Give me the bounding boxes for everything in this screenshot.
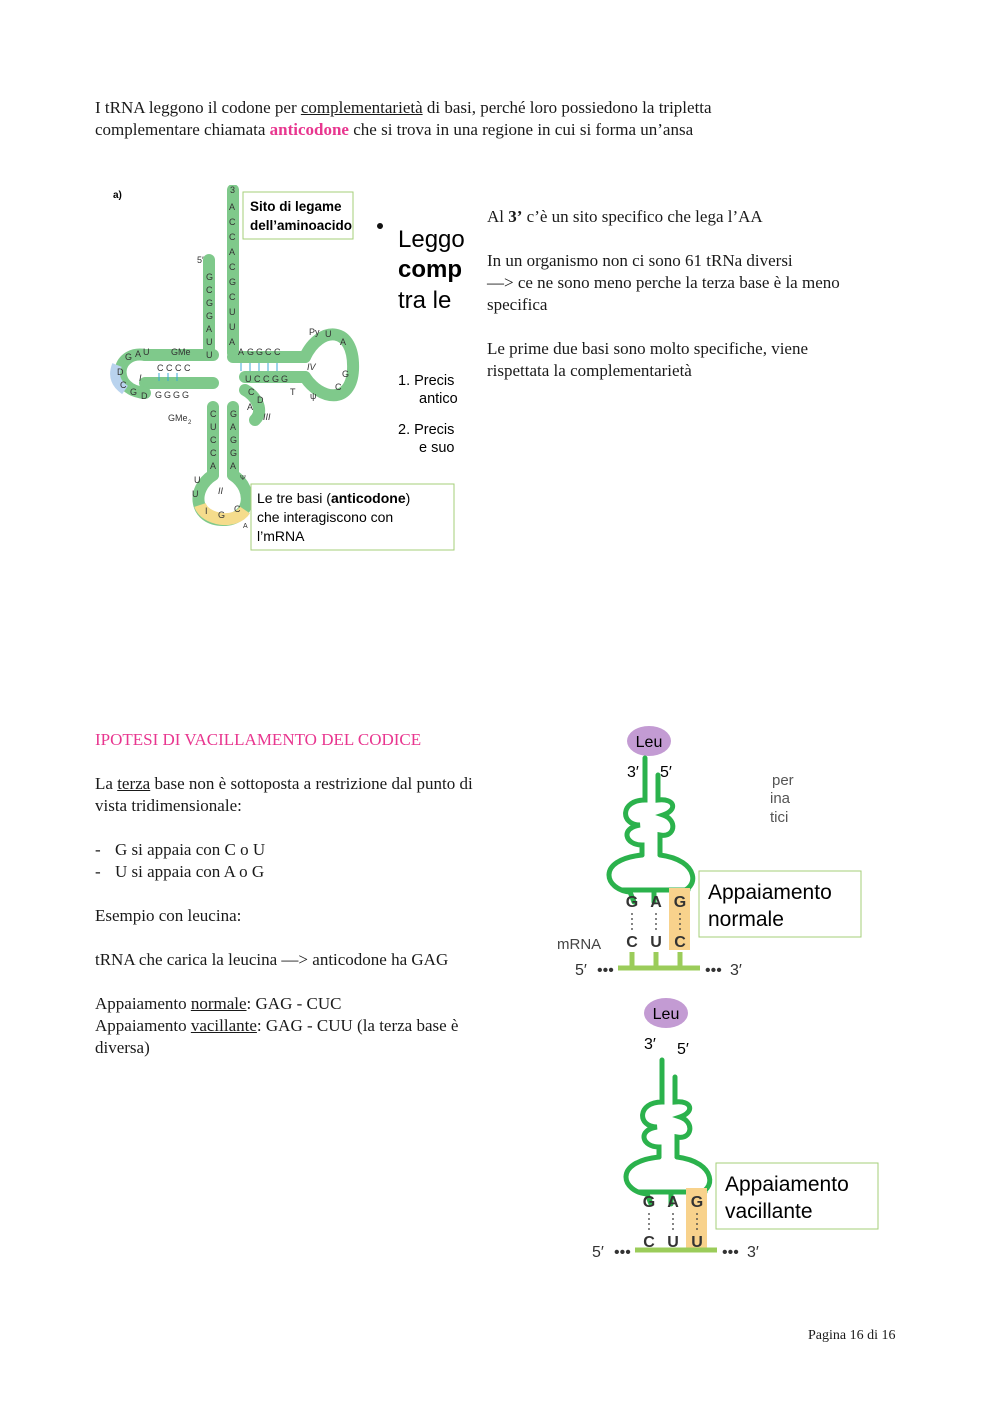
- section-p4: Appaiamento normale: GAG - CUC: [95, 994, 342, 1013]
- svg-text:G: G: [342, 369, 350, 379]
- svg-text:C: C: [206, 285, 213, 295]
- svg-text:U: U: [143, 347, 150, 357]
- svg-text:G: G: [281, 374, 289, 384]
- svg-text:D: D: [117, 367, 124, 377]
- codon-base: C: [626, 934, 638, 951]
- slide-item-1b: antico: [419, 391, 458, 407]
- bullet-item: - G si appaia con C o U: [95, 840, 266, 859]
- codon-base: C: [643, 1234, 655, 1251]
- mrna-strand: [618, 952, 700, 968]
- svg-text:D: D: [141, 391, 148, 401]
- section-p3: tRNA che carica la leucina —> anticodone ha GAG: [95, 950, 449, 969]
- svg-text:A: A: [229, 247, 236, 257]
- svg-text:U: U: [325, 329, 332, 339]
- codon-base: U: [650, 934, 662, 951]
- anticodon-base: G: [673, 894, 687, 911]
- svg-text:C: C: [229, 262, 236, 272]
- note-trna-count-3: specifica: [487, 295, 548, 314]
- svg-text:A: A: [135, 349, 142, 359]
- svg-text:•••: •••: [597, 962, 614, 979]
- svg-text:A: A: [340, 337, 347, 347]
- svg-text:C: C: [234, 504, 241, 514]
- anticodon-label-2: che interagiscono con: [257, 509, 394, 525]
- svg-text:U: U: [210, 422, 217, 432]
- svg-text:D: D: [257, 395, 264, 405]
- svg-text:G: G: [247, 347, 255, 357]
- svg-text:A: A: [230, 422, 237, 432]
- mrna-3: 3′: [730, 962, 742, 979]
- codon-base: U: [667, 1234, 679, 1251]
- svg-text:U: U: [229, 322, 236, 332]
- svg-text:A: A: [229, 202, 236, 212]
- svg-text:•••: •••: [614, 1244, 631, 1261]
- svg-text:C: C: [335, 382, 342, 392]
- note-first-bases-1: Le prime due basi sono molto specifiche, viene: [487, 339, 809, 358]
- anticodon-base: G: [625, 894, 639, 911]
- svg-text:G: G: [230, 409, 238, 419]
- section-p1: La terza base non è sottoposta a restrizione dal punto di: [95, 774, 473, 793]
- svg-text:U: U: [206, 350, 213, 360]
- svg-text:T: T: [290, 387, 296, 397]
- note-3prime: Al 3’ c’è un sito specifico che lega l’AA: [487, 207, 763, 226]
- svg-text:GMe: GMe: [171, 347, 191, 357]
- svg-text:U: U: [194, 475, 201, 485]
- svg-text:A: A: [210, 461, 217, 471]
- svg-text:G: G: [272, 374, 280, 384]
- svg-text:5′: 5′: [197, 255, 204, 265]
- svg-text:C: C: [166, 363, 173, 373]
- svg-text:C: C: [184, 363, 191, 373]
- svg-text:2: 2: [188, 420, 192, 426]
- leu-label: Leu: [652, 1006, 680, 1023]
- slide-item-2b: e suo: [419, 440, 455, 456]
- svg-text:G: G: [206, 298, 214, 308]
- svg-text:C: C: [210, 448, 217, 458]
- anticodon-base: G: [690, 1194, 704, 1211]
- svg-text:Py: Py: [309, 327, 320, 337]
- wobble-box-2: vacillante: [725, 1200, 813, 1223]
- cut-text: per: [772, 772, 794, 789]
- svg-text:ψ: ψ: [310, 391, 317, 401]
- svg-text:IV: IV: [307, 362, 316, 372]
- svg-text:U: U: [229, 307, 236, 317]
- svg-text:A: A: [247, 402, 254, 412]
- anticodon-label-1: Le tre basi (anticodone): [257, 490, 411, 506]
- svg-text:G: G: [182, 390, 190, 400]
- svg-text:A: A: [238, 347, 245, 357]
- wobble-section: [95, 729, 535, 1059]
- svg-text:G: G: [173, 390, 181, 400]
- mrna-label: mRNA: [557, 936, 602, 953]
- end-3-label: 3′: [627, 764, 639, 781]
- codon-base: U: [691, 1234, 703, 1251]
- svg-text:GMe: GMe: [168, 413, 188, 423]
- end-5-label: 5′: [677, 1041, 689, 1058]
- svg-text:C: C: [248, 387, 255, 397]
- normal-box-1: Appaiamento: [708, 881, 832, 904]
- normal-box-2: normale: [708, 908, 784, 931]
- underlined-term: complementarietà: [300, 98, 423, 117]
- note-first-bases-2: rispettata la complementarietà: [487, 361, 692, 380]
- page-footer: Pagina 16 di 16: [808, 1328, 896, 1343]
- svg-text:I: I: [139, 373, 142, 383]
- intro-line-2: complementare chiamata anticodone che si trova in una regione in cui si forma un’ansa: [95, 120, 694, 139]
- intro-line-1: I tRNA leggono il codone per complementarietà di basi, perché loro possiedono la tripletta: [95, 98, 712, 117]
- cut-text: tici: [770, 809, 789, 826]
- section-heading: IPOTESI DI VACILLAMENTO DEL CODICE: [95, 730, 422, 749]
- amino-site-label-1: Sito di legame: [250, 199, 342, 214]
- svg-text:•••: •••: [705, 962, 722, 979]
- anticodon-label-3: l’mRNA: [257, 528, 305, 544]
- svg-text:C: C: [157, 363, 164, 373]
- svg-text:A: A: [230, 461, 237, 471]
- svg-text:I: I: [205, 506, 208, 516]
- leu-label: Leu: [635, 734, 663, 751]
- normal-pairing-panel: [557, 726, 861, 979]
- svg-text:C: C: [265, 347, 272, 357]
- svg-text:G: G: [218, 510, 226, 520]
- svg-text:C: C: [274, 347, 281, 357]
- mrna-5: 5′: [592, 1244, 604, 1261]
- wobble-pairing-panel: [592, 998, 878, 1261]
- svg-text:A: A: [206, 324, 213, 334]
- svg-text:G: G: [164, 390, 172, 400]
- slide-bullet-text: Leggo: [398, 226, 465, 253]
- trna-shape: [609, 758, 693, 902]
- svg-text:C: C: [120, 380, 127, 390]
- svg-text:G: G: [130, 387, 138, 397]
- section-p5-l2: diversa): [95, 1038, 150, 1057]
- anticodon-base: A: [667, 1194, 679, 1211]
- cut-text: ina: [770, 790, 791, 807]
- anticodon-base: G: [642, 1194, 656, 1211]
- svg-text:C: C: [229, 292, 236, 302]
- note-trna-count-1: In un organismo non ci sono 61 tRNa diversi: [487, 251, 793, 270]
- end-5-label: 5′: [660, 764, 672, 781]
- svg-text:C: C: [229, 217, 236, 227]
- panel-label: a): [113, 190, 122, 201]
- svg-text:U: U: [192, 489, 199, 499]
- svg-text:C: C: [175, 363, 182, 373]
- section-p2: Esempio con leucina:: [95, 906, 242, 925]
- note-trna-count-2: —> ce ne sono meno perche la terza base è la meno: [487, 273, 840, 292]
- slide-item-2: 2. Precis: [398, 422, 455, 438]
- svg-text:U: U: [206, 337, 213, 347]
- right-notes: [487, 206, 907, 382]
- svg-text:C: C: [210, 435, 217, 445]
- svg-text:3: 3: [230, 185, 236, 195]
- svg-text:A: A: [243, 523, 248, 530]
- end-3-label: 3′: [644, 1036, 656, 1053]
- svg-text:G: G: [125, 352, 133, 362]
- svg-text:C: C: [210, 409, 217, 419]
- svg-text:G: G: [256, 347, 264, 357]
- bullet-dot: [377, 223, 383, 229]
- trna-cloverleaf-figure: [105, 185, 470, 555]
- svg-text:A: A: [229, 337, 236, 347]
- svg-text:C: C: [263, 374, 270, 384]
- svg-text:C: C: [254, 374, 261, 384]
- section-p5: Appaiamento vacillante: GAG - CUU (la terza base è: [95, 1016, 459, 1035]
- svg-text:Ψ: Ψ: [240, 475, 246, 482]
- amino-site-label-2: dell’aminoacido: [250, 218, 353, 233]
- highlight-term: anticodone: [269, 120, 349, 139]
- trna-shape: [626, 1060, 710, 1204]
- svg-text:G: G: [206, 272, 214, 282]
- svg-text:G: G: [229, 277, 237, 287]
- mrna-5: 5′: [575, 962, 587, 979]
- svg-text:G: G: [206, 311, 214, 321]
- intro-paragraph: [95, 97, 915, 141]
- svg-text:G: G: [230, 448, 238, 458]
- codon-base: C: [674, 934, 686, 951]
- wobble-figure: [550, 720, 895, 1270]
- slide-bold-1: comp: [398, 256, 463, 283]
- bullet-item: - U si appaia con A o G: [95, 862, 265, 881]
- svg-text:III: III: [263, 412, 271, 422]
- anticodon-base: A: [650, 894, 662, 911]
- slide-item-1: 1. Precis: [398, 373, 455, 389]
- wobble-box-1: Appaiamento: [725, 1173, 849, 1196]
- svg-text:C: C: [229, 232, 236, 242]
- section-p1-l2: vista tridimensionale:: [95, 796, 242, 815]
- svg-text:II: II: [218, 486, 224, 496]
- svg-text:G: G: [230, 435, 238, 445]
- svg-text:U: U: [245, 374, 252, 384]
- svg-text:•••: •••: [722, 1244, 739, 1261]
- mrna-3: 3′: [747, 1244, 759, 1261]
- svg-text:G: G: [155, 390, 163, 400]
- slide-bold-2: tra le: [398, 287, 452, 314]
